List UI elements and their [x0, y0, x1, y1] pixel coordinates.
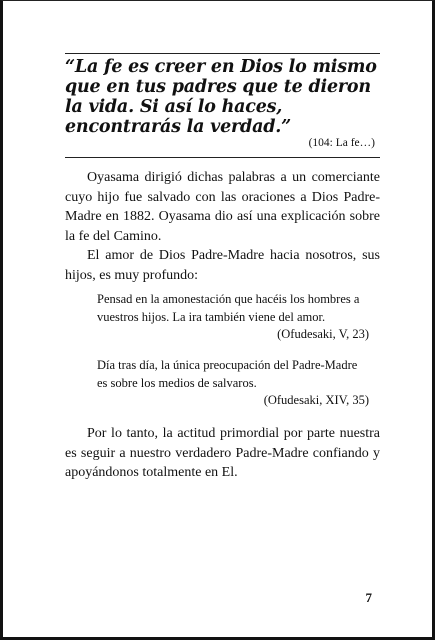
epigraph-quote: “La fe es creer en Dios lo mismo que en tus padres que te dieron la vida. Si así lo haces, encontrarás la verdad.”	[65, 57, 377, 137]
citation-reference-1: (Ofudesaki, V, 23)	[277, 327, 369, 341]
citation-text-2: Día tras día, la única preocupación del Padre-Madre es sobre los medios de salvaros.	[97, 358, 358, 390]
epigraph-reference: (104: La fe…)	[308, 137, 375, 149]
bottom-rule	[65, 157, 380, 158]
citation-block-1	[97, 291, 369, 344]
body-paragraph-3: Por lo tanto, la actitud primordial por parte nuestra es seguir a nuestro verdadero Padre-Madre confiando y apoyándonos totalmente en El.	[65, 426, 380, 480]
citation-text-1: Pensad en la amonestación que hacéis los hombres a vuestros hijos. La ira también viene del amor.	[97, 292, 360, 324]
body-paragraph-1: Oyasama dirigió dichas palabras a un comerciante cuyo hijo fue salvado con las oraciones a Dios Padre-Madre en 1882. Oyasama dio así una explicación sobre la fe del Camino.	[65, 170, 380, 244]
top-rule	[65, 53, 380, 54]
page-number: 7	[365, 590, 372, 605]
body-paragraph-2: El amor de Dios Padre-Madre hacia nosotros, sus hijos, es muy profundo:	[65, 248, 380, 283]
citation-block-2	[97, 357, 369, 410]
citation-reference-2: (Ofudesaki, XIV, 35)	[263, 393, 369, 407]
